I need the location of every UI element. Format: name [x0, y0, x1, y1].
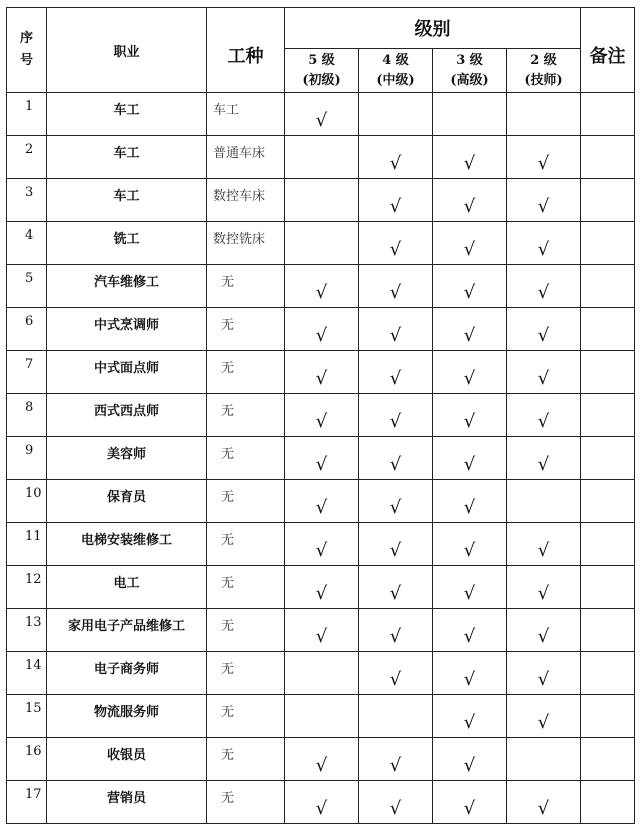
- occupation-cell: 汽车维修工: [47, 265, 207, 308]
- level-2-cell: [507, 308, 581, 351]
- check-mark: √: [463, 453, 476, 475]
- check-mark: √: [315, 324, 328, 346]
- level-2-cell: [507, 609, 581, 652]
- level-2-cell: [507, 738, 581, 781]
- occupation-cell: 铣工: [47, 222, 207, 265]
- occupation-level-table: [6, 7, 635, 824]
- level-4-cell: [359, 351, 433, 394]
- remark-cell: [581, 566, 635, 609]
- check-mark: √: [389, 625, 402, 647]
- level-2-cell: [507, 652, 581, 695]
- level-2-cell: [507, 136, 581, 179]
- check-mark: √: [389, 195, 402, 217]
- level-3-cell: [433, 566, 507, 609]
- remark-cell: [581, 695, 635, 738]
- table-body: [7, 93, 635, 824]
- level-3-cell: [433, 308, 507, 351]
- work-type-cell: 车工: [207, 93, 285, 136]
- row-number: 6: [7, 308, 47, 351]
- table-row: [7, 695, 635, 738]
- header-seq: [7, 8, 47, 93]
- check-mark: √: [315, 410, 328, 432]
- occupation-cell: 中式烹调师: [47, 308, 207, 351]
- check-mark: √: [389, 152, 402, 174]
- remark-cell: [581, 136, 635, 179]
- occupation-cell: 车工: [47, 136, 207, 179]
- check-mark: √: [463, 195, 476, 217]
- level-4-cell: [359, 695, 433, 738]
- level-5-cell: [285, 179, 359, 222]
- check-mark: √: [537, 152, 550, 174]
- work-type-cell: 普通车床: [207, 136, 285, 179]
- check-mark: √: [537, 410, 550, 432]
- level-4-cell: [359, 136, 433, 179]
- level-2-cell: [507, 93, 581, 136]
- level-4-cell: [359, 609, 433, 652]
- work-type-cell: 无: [207, 523, 285, 566]
- header-occupation: 职业: [47, 8, 207, 93]
- occupation-cell: 保育员: [47, 480, 207, 523]
- level-4-cell: [359, 566, 433, 609]
- header-level-3: [433, 49, 507, 93]
- table-row: [7, 781, 635, 824]
- occupation-cell: 车工: [47, 179, 207, 222]
- remark-cell: [581, 394, 635, 437]
- check-mark: √: [389, 324, 402, 346]
- row-number: 4: [7, 222, 47, 265]
- level-5-cell: [285, 136, 359, 179]
- row-number: 10: [7, 480, 47, 523]
- check-mark: √: [389, 367, 402, 389]
- level-2-cell: [507, 394, 581, 437]
- occupation-cell: 家用电子产品维修工: [47, 609, 207, 652]
- level-3-cell: [433, 394, 507, 437]
- row-number: 9: [7, 437, 47, 480]
- table-row: [7, 136, 635, 179]
- remark-cell: [581, 308, 635, 351]
- occupation-cell: 美容师: [47, 437, 207, 480]
- check-mark: √: [389, 797, 402, 819]
- check-mark: √: [463, 496, 476, 518]
- level-5-name: (初级): [302, 72, 341, 88]
- check-mark: √: [463, 238, 476, 260]
- check-mark: √: [537, 625, 550, 647]
- level-5-cell: [285, 437, 359, 480]
- remark-cell: [581, 93, 635, 136]
- work-type-cell: 无: [207, 437, 285, 480]
- table-row: [7, 523, 635, 566]
- level-4-cell: [359, 93, 433, 136]
- occupation-cell: 电梯安装维修工: [47, 523, 207, 566]
- occupation-cell: 电子商务师: [47, 652, 207, 695]
- table-row: [7, 480, 635, 523]
- level-2-cell: [507, 265, 581, 308]
- remark-cell: [581, 609, 635, 652]
- check-mark: √: [537, 367, 550, 389]
- level-3-cell: [433, 781, 507, 824]
- level-5-cell: [285, 351, 359, 394]
- check-mark: √: [463, 625, 476, 647]
- table-row: [7, 437, 635, 480]
- level-5-cell: [285, 781, 359, 824]
- level-3-cell: [433, 265, 507, 308]
- level-3-cell: [433, 437, 507, 480]
- check-mark: √: [315, 109, 328, 131]
- level-3-cell: [433, 93, 507, 136]
- level-5-cell: [285, 738, 359, 781]
- check-mark: √: [315, 367, 328, 389]
- work-type-cell: 无: [207, 351, 285, 394]
- level-5-cell: [285, 609, 359, 652]
- check-mark: √: [315, 496, 328, 518]
- level-4-cell: [359, 437, 433, 480]
- check-mark: √: [537, 238, 550, 260]
- work-type-cell: 无: [207, 308, 285, 351]
- check-mark: √: [537, 711, 550, 733]
- check-mark: √: [537, 195, 550, 217]
- level-5-cell: [285, 394, 359, 437]
- row-number: 7: [7, 351, 47, 394]
- level-2-cell: [507, 523, 581, 566]
- row-number: 13: [7, 609, 47, 652]
- check-mark: √: [389, 453, 402, 475]
- row-number: 16: [7, 738, 47, 781]
- table-row: [7, 351, 635, 394]
- remark-cell: [581, 351, 635, 394]
- level-3-name: (高级): [450, 72, 489, 88]
- check-mark: √: [389, 281, 402, 303]
- work-type-cell: 无: [207, 738, 285, 781]
- level-4-cell: [359, 179, 433, 222]
- table-row: [7, 609, 635, 652]
- check-mark: √: [463, 281, 476, 303]
- level-4-cell: [359, 781, 433, 824]
- occupation-cell: 营销员: [47, 781, 207, 824]
- level-5-num: 5 级: [308, 52, 335, 68]
- check-mark: √: [315, 539, 328, 561]
- table-row: [7, 93, 635, 136]
- check-mark: √: [537, 324, 550, 346]
- work-type-cell: 无: [207, 652, 285, 695]
- level-4-cell: [359, 523, 433, 566]
- level-2-name: (技师): [524, 72, 563, 88]
- remark-cell: [581, 222, 635, 265]
- header-level-2: [507, 49, 581, 93]
- remark-cell: [581, 437, 635, 480]
- check-mark: √: [389, 238, 402, 260]
- check-mark: √: [389, 410, 402, 432]
- level-3-cell: [433, 609, 507, 652]
- remark-cell: [581, 781, 635, 824]
- level-3-cell: [433, 179, 507, 222]
- row-number: 5: [7, 265, 47, 308]
- level-5-cell: [285, 480, 359, 523]
- level-3-cell: [433, 222, 507, 265]
- level-5-cell: [285, 652, 359, 695]
- level-4-cell: [359, 222, 433, 265]
- occupation-cell: 西式西点师: [47, 394, 207, 437]
- work-type-cell: 无: [207, 609, 285, 652]
- level-2-cell: [507, 179, 581, 222]
- check-mark: √: [315, 453, 328, 475]
- table-row: [7, 566, 635, 609]
- check-mark: √: [315, 582, 328, 604]
- remark-cell: [581, 179, 635, 222]
- check-mark: √: [463, 797, 476, 819]
- level-3-cell: [433, 738, 507, 781]
- level-2-cell: [507, 781, 581, 824]
- check-mark: √: [315, 281, 328, 303]
- work-type-cell: 数控铣床: [207, 222, 285, 265]
- level-4-cell: [359, 652, 433, 695]
- occupation-cell: 中式面点师: [47, 351, 207, 394]
- occupation-cell: 车工: [47, 93, 207, 136]
- level-5-cell: [285, 93, 359, 136]
- level-3-num: 3 级: [456, 52, 483, 68]
- check-mark: √: [315, 625, 328, 647]
- check-mark: √: [389, 582, 402, 604]
- table-row: [7, 265, 635, 308]
- check-mark: √: [463, 410, 476, 432]
- row-number: 15: [7, 695, 47, 738]
- level-3-cell: [433, 652, 507, 695]
- level-3-cell: [433, 695, 507, 738]
- work-type-cell: 无: [207, 265, 285, 308]
- level-4-cell: [359, 394, 433, 437]
- level-5-cell: [285, 695, 359, 738]
- check-mark: √: [463, 711, 476, 733]
- level-2-cell: [507, 566, 581, 609]
- check-mark: √: [463, 582, 476, 604]
- check-mark: √: [463, 754, 476, 776]
- row-number: 17: [7, 781, 47, 824]
- check-mark: √: [463, 324, 476, 346]
- level-4-num: 4 级: [382, 52, 409, 68]
- level-2-cell: [507, 695, 581, 738]
- work-type-cell: 无: [207, 566, 285, 609]
- level-4-cell: [359, 738, 433, 781]
- level-5-cell: [285, 308, 359, 351]
- level-5-cell: [285, 265, 359, 308]
- header-remark: 备注: [581, 8, 635, 93]
- level-2-cell: [507, 480, 581, 523]
- level-3-cell: [433, 136, 507, 179]
- check-mark: √: [463, 539, 476, 561]
- level-2-cell: [507, 222, 581, 265]
- level-3-cell: [433, 480, 507, 523]
- check-mark: √: [537, 539, 550, 561]
- work-type-cell: 无: [207, 781, 285, 824]
- header-level-group: 级别: [285, 8, 581, 49]
- header-work-type: 工种: [207, 8, 285, 93]
- check-mark: √: [537, 582, 550, 604]
- row-number: 8: [7, 394, 47, 437]
- level-5-cell: [285, 222, 359, 265]
- occupation-cell: 物流服务师: [47, 695, 207, 738]
- level-5-cell: [285, 566, 359, 609]
- level-4-cell: [359, 480, 433, 523]
- check-mark: √: [463, 668, 476, 690]
- level-5-cell: [285, 523, 359, 566]
- header-level-4: [359, 49, 433, 93]
- level-4-cell: [359, 265, 433, 308]
- check-mark: √: [537, 281, 550, 303]
- level-4-name: (中级): [376, 72, 415, 88]
- level-2-num: 2 级: [530, 52, 557, 68]
- remark-cell: [581, 652, 635, 695]
- occupation-cell: 电工: [47, 566, 207, 609]
- table-row: [7, 738, 635, 781]
- remark-cell: [581, 265, 635, 308]
- table-row: [7, 222, 635, 265]
- header-seq-label: 序号: [19, 31, 33, 68]
- work-type-cell: 无: [207, 695, 285, 738]
- check-mark: √: [389, 754, 402, 776]
- work-type-cell: 无: [207, 480, 285, 523]
- level-3-cell: [433, 523, 507, 566]
- row-number: 12: [7, 566, 47, 609]
- table-row: [7, 308, 635, 351]
- remark-cell: [581, 480, 635, 523]
- level-2-cell: [507, 351, 581, 394]
- work-type-cell: 无: [207, 394, 285, 437]
- check-mark: √: [537, 797, 550, 819]
- row-number: 3: [7, 179, 47, 222]
- table-row: [7, 394, 635, 437]
- remark-cell: [581, 738, 635, 781]
- check-mark: √: [463, 152, 476, 174]
- check-mark: √: [537, 668, 550, 690]
- level-3-cell: [433, 351, 507, 394]
- work-type-cell: 数控车床: [207, 179, 285, 222]
- remark-cell: [581, 523, 635, 566]
- table-row: [7, 652, 635, 695]
- check-mark: √: [389, 668, 402, 690]
- occupation-cell: 收银员: [47, 738, 207, 781]
- row-number: 1: [7, 93, 47, 136]
- header-level-5: [285, 49, 359, 93]
- row-number: 14: [7, 652, 47, 695]
- row-number: 11: [7, 523, 47, 566]
- level-4-cell: [359, 308, 433, 351]
- check-mark: √: [315, 754, 328, 776]
- table-row: [7, 179, 635, 222]
- level-2-cell: [507, 437, 581, 480]
- row-number: 2: [7, 136, 47, 179]
- check-mark: √: [315, 797, 328, 819]
- check-mark: √: [389, 539, 402, 561]
- check-mark: √: [537, 453, 550, 475]
- check-mark: √: [463, 367, 476, 389]
- check-mark: √: [389, 496, 402, 518]
